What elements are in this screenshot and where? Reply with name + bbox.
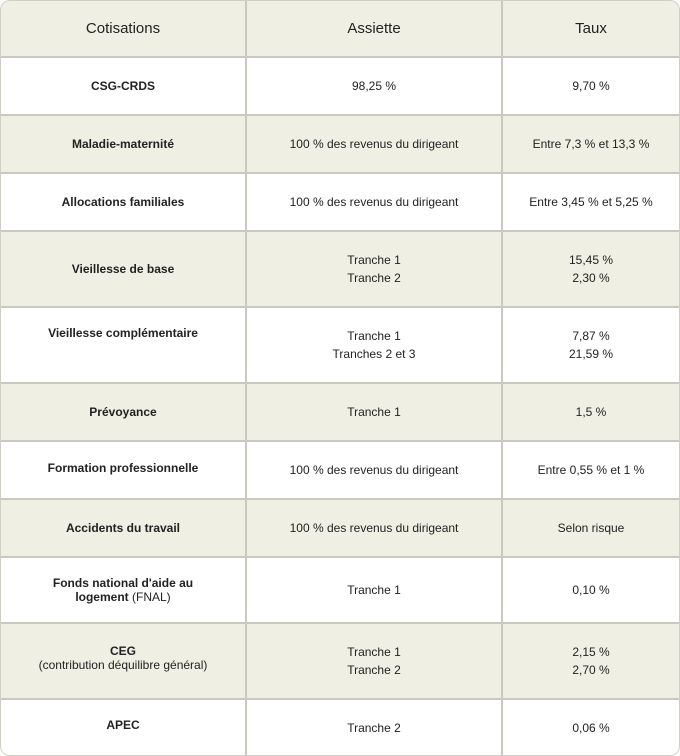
row-rate: 21,59 % bbox=[568, 347, 614, 361]
table-header bbox=[1, 1, 679, 58]
table-row bbox=[1, 558, 679, 624]
row-base: 100 % des revenus du dirigeant bbox=[289, 195, 459, 209]
row-rate: 0,06 % bbox=[572, 720, 610, 735]
header-taux: Taux bbox=[575, 19, 607, 37]
row-rate: Entre 3,45 % et 5,25 % bbox=[529, 195, 653, 209]
row-name: Fonds national d'aide au logement bbox=[52, 576, 194, 604]
row-base: Tranche 1 bbox=[347, 583, 401, 597]
row-name: Vieillesse de base bbox=[71, 262, 175, 276]
row-name-sub: (contribution déquilibre général) bbox=[38, 658, 208, 672]
row-name: Prévoyance bbox=[89, 405, 157, 419]
row-name: Allocations familiales bbox=[61, 195, 185, 209]
table-row bbox=[1, 624, 679, 700]
table-row bbox=[1, 232, 679, 308]
header-assiette: Assiette bbox=[247, 1, 503, 56]
table-row bbox=[1, 308, 679, 384]
row-base: Tranche 2 bbox=[347, 663, 401, 677]
row-name: CSG-CRDS bbox=[90, 79, 155, 93]
row-rate: Entre 7,3 % et 13,3 % bbox=[532, 137, 650, 151]
row-base: Tranche 2 bbox=[347, 720, 401, 735]
table-row bbox=[1, 500, 679, 558]
row-base: 100 % des revenus du dirigeant bbox=[289, 521, 459, 535]
row-rate: 0,10 % bbox=[572, 583, 610, 597]
table-row bbox=[1, 174, 679, 232]
row-base: Tranche 1 bbox=[347, 645, 401, 659]
table-row bbox=[1, 700, 679, 755]
row-base: Tranche 1 bbox=[347, 405, 401, 419]
row-rate: 7,87 % bbox=[572, 329, 610, 343]
row-base: Tranches 2 et 3 bbox=[332, 347, 416, 361]
row-name: Accidents du travail bbox=[65, 521, 181, 535]
row-rate: Entre 0,55 % et 1 % bbox=[537, 463, 645, 477]
row-base: Tranche 1 bbox=[347, 329, 401, 343]
row-name: Maladie-maternité bbox=[71, 137, 175, 151]
table-row bbox=[1, 384, 679, 442]
row-base: Tranche 2 bbox=[347, 271, 401, 285]
row-rate: 1,5 % bbox=[575, 405, 607, 419]
row-rate: 9,70 % bbox=[572, 79, 610, 93]
table-row bbox=[1, 58, 679, 116]
table-row bbox=[1, 116, 679, 174]
row-base: 98,25 % bbox=[351, 79, 397, 93]
header-cotisations: Cotisations bbox=[1, 1, 247, 56]
row-rate: 15,45 % bbox=[568, 253, 614, 267]
row-rate: Selon risque bbox=[557, 521, 625, 535]
row-rate: 2,70 % bbox=[572, 663, 610, 677]
row-base: 100 % des revenus du dirigeant bbox=[289, 463, 459, 477]
row-rate: 2,15 % bbox=[572, 645, 610, 659]
row-name: Vieillesse complémentaire bbox=[48, 326, 198, 340]
row-name-suffix: (FNAL) bbox=[132, 590, 171, 604]
row-name: CEG bbox=[109, 644, 136, 658]
row-rate: 2,30 % bbox=[572, 271, 610, 285]
row-base: Tranche 1 bbox=[347, 253, 401, 267]
row-base: 100 % des revenus du dirigeant bbox=[289, 137, 459, 151]
row-name: Formation professionnelle bbox=[47, 461, 199, 475]
row-name: APEC bbox=[106, 718, 140, 732]
table-row bbox=[1, 442, 679, 500]
